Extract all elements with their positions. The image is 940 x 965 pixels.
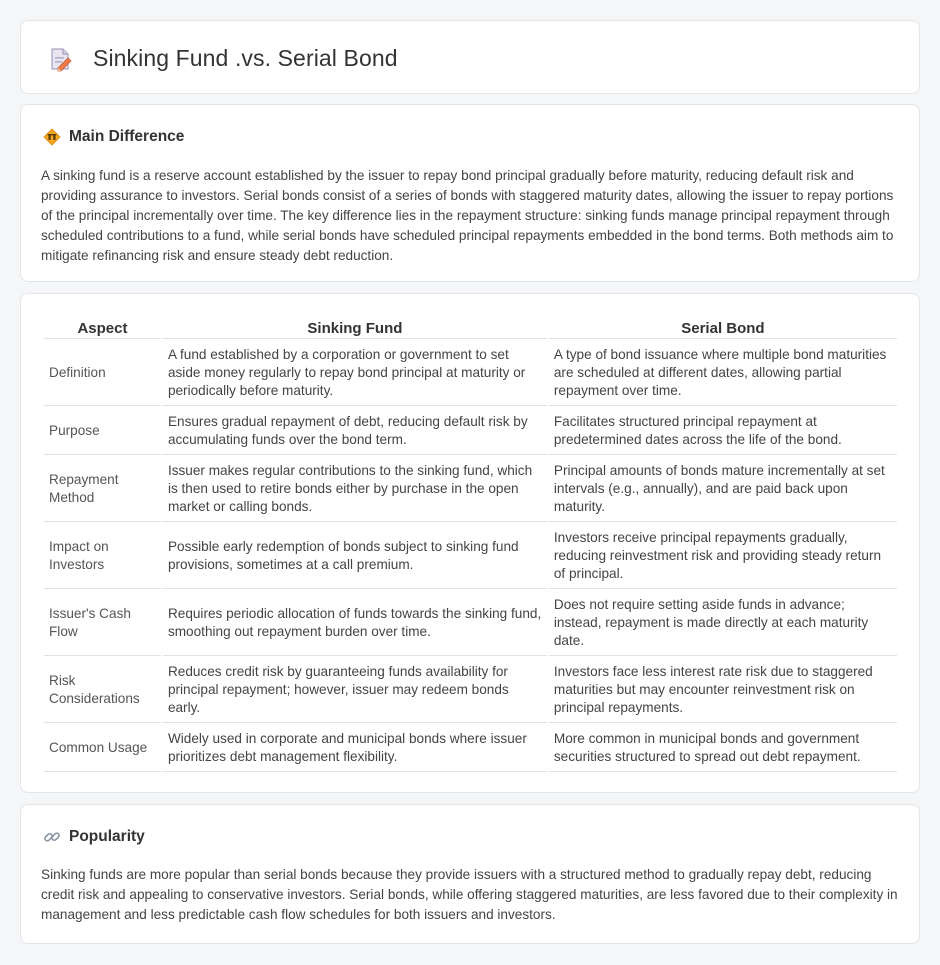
table-row (44, 457, 897, 522)
title-row (47, 45, 398, 72)
table-row (44, 658, 897, 723)
sinking-fund-cell: A fund established by a corporation or government to set aside money regularly to repay bond principal at maturity or periodically before maturity. (163, 341, 547, 406)
serial-bond-cell: Investors face less interest rate risk due to staggered maturities but may encounter reinvestment risk on principal repayments. (549, 658, 897, 723)
page-title: Sinking Fund .vs. Serial Bond (93, 45, 398, 71)
sinking-fund-cell: Reduces credit risk by guaranteeing funds availability for principal repayment; however, issuer may redeem bonds early. (163, 658, 547, 723)
title-card (20, 20, 920, 94)
aspect-cell: Common Usage (44, 725, 161, 772)
header-aspect: Aspect (44, 317, 161, 339)
aspect-cell: Repayment Method (44, 457, 161, 522)
header-serial-bond: Serial Bond (549, 317, 897, 339)
table-row (44, 341, 897, 406)
link-icon (43, 828, 61, 846)
serial-bond-cell: Does not require setting aside funds in advance; instead, repayment is made directly at each maturity date. (549, 591, 897, 656)
header-sinking-fund: Sinking Fund (163, 317, 547, 339)
aspect-cell: Impact on Investors (44, 524, 161, 589)
serial-bond-cell: Principal amounts of bonds mature incrementally at set intervals (e.g., annually), and are paid back upon maturity. (549, 457, 897, 522)
document-pencil-icon (47, 46, 73, 72)
table-row (44, 591, 897, 656)
popularity-card (20, 804, 920, 944)
table-header-row (44, 317, 897, 339)
sinking-fund-cell: Issuer makes regular contributions to the sinking fund, which is then used to retire bonds either by purchase in the open market or calling bonds. (163, 457, 547, 522)
serial-bond-cell: Facilitates structured principal repayment at predetermined dates across the life of the bond. (549, 408, 897, 455)
aspect-cell: Issuer's Cash Flow (44, 591, 161, 656)
diamond-sign-icon (43, 128, 61, 146)
sinking-fund-cell: Ensures gradual repayment of debt, reducing default risk by accumulating funds over the bond term. (163, 408, 547, 455)
main-difference-heading (43, 128, 184, 146)
comparison-card (20, 293, 920, 793)
sinking-fund-cell: Requires periodic allocation of funds towards the sinking fund, smoothing out repayment burden over time. (163, 591, 547, 656)
comparison-table (42, 315, 899, 774)
main-difference-text: A sinking fund is a reserve account established by the issuer to repay bond principal gradually before maturity, reducing default risk and providing assurance to investors. Serial bonds consist of a series of bonds with staggered maturity dates, allowing the issuer to repay portions of the principal incrementally over time. The key difference lies in the repayment structure: sinking funds manage principal repayment through scheduled contributions to a fund, while serial bonds have scheduled principal repayments embedded in the bond terms. Both methods aim to mitigate refinancing risk and ensure steady debt reduction. (41, 168, 894, 263)
aspect-cell: Definition (44, 341, 161, 406)
main-difference-title: Main Difference (69, 128, 185, 145)
serial-bond-cell: Investors receive principal repayments gradually, reducing reinvestment risk and providing steady return of principal. (549, 524, 897, 589)
aspect-cell: Purpose (44, 408, 161, 455)
sinking-fund-cell: Widely used in corporate and municipal bonds where issuer prioritizes debt management flexibility. (163, 725, 547, 772)
aspect-cell: Risk Considerations (44, 658, 161, 723)
serial-bond-cell: More common in municipal bonds and government securities structured to spread out debt repayment. (549, 725, 897, 772)
popularity-heading (43, 828, 145, 846)
table-row (44, 725, 897, 772)
popularity-text: Sinking funds are more popular than serial bonds because they provide issuers with a structured method to gradually repay debt, reducing credit risk and appealing to conservative investors. Serial bonds, while offering staggered maturities, are less favored due to their complexity in management and less predictable cash flow schedules for both issuers and investors. (41, 867, 898, 922)
main-difference-card (20, 104, 920, 282)
sinking-fund-cell: Possible early redemption of bonds subject to sinking fund provisions, sometimes at a call premium. (163, 524, 547, 589)
table-row (44, 524, 897, 589)
popularity-title: Popularity (69, 828, 145, 845)
serial-bond-cell: A type of bond issuance where multiple bond maturities are scheduled at different dates, allowing partial repayment over time. (549, 341, 897, 406)
table-row (44, 408, 897, 455)
